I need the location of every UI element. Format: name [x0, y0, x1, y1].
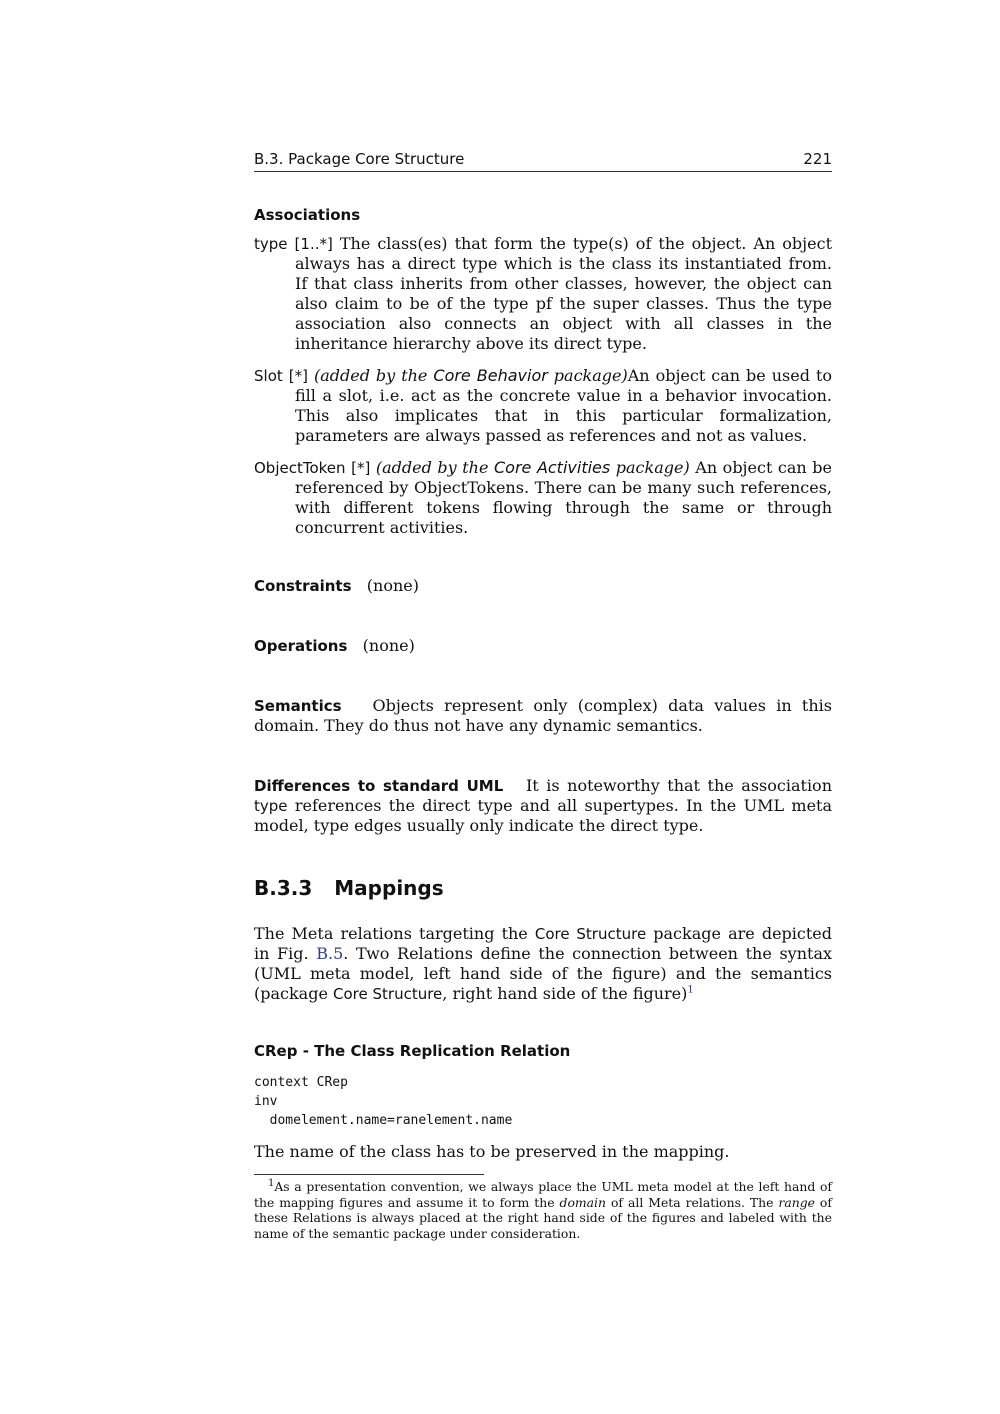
mappings-text: . Two Relations define the connection between the syntax (UML meta model, left hand side of the figure) and the semantics (package [254, 944, 833, 1003]
semantics-heading: Semantics [254, 697, 342, 715]
association-note [314, 366, 628, 385]
association-type [254, 234, 832, 354]
package-name: Core Structure [333, 985, 443, 1003]
differences-heading: Differences to standard UML [254, 777, 504, 795]
code-line: domelement.name=ranelement.name [254, 1113, 513, 1128]
footnote-reference-link[interactable]: 1 [687, 984, 694, 996]
constraints-heading: Constraints [254, 577, 352, 595]
operations-heading: Operations [254, 637, 348, 655]
note-package: Core Behavior [433, 366, 548, 385]
mappings-text: The Meta relations targeting the [254, 924, 535, 943]
footnote-mark: 1 [267, 1177, 275, 1189]
association-multiplicity: [*] [351, 459, 371, 477]
footnote [254, 1179, 832, 1241]
note-prefix: (added by the [313, 366, 434, 385]
association-text: An object can be used to fill a slot, i.e. act as the concrete value in a behavior invocation. This also implicates that in this particular formalization, parameters are always passed as references and not as values. [295, 366, 833, 445]
code-line: inv [254, 1094, 278, 1109]
association-slot [254, 366, 832, 446]
footnote-text: As a presentation convention, we always place the UML meta model at the left hand of the mapping figures and assume it to form the [254, 1179, 833, 1210]
note-suffix: package) [610, 458, 690, 477]
differences-term: type [254, 797, 288, 815]
footnote-text: of all Meta relations. The [606, 1194, 779, 1210]
page [254, 150, 832, 1241]
constraints-paragraph [254, 576, 832, 596]
differences-paragraph [254, 776, 832, 836]
package-name: Core Structure [534, 925, 647, 943]
association-term: Slot [254, 367, 283, 385]
crep-heading: CRep - The Class Replication Relation [254, 1042, 571, 1060]
footnote-emphasis: range [778, 1194, 815, 1210]
footnote-emphasis: domain [559, 1194, 606, 1210]
operations-paragraph [254, 636, 832, 656]
header-page-number: 221 [803, 150, 832, 168]
association-multiplicity: [*] [288, 367, 308, 385]
note-package: Core Activities [494, 458, 611, 477]
code-line: context CRep [254, 1075, 348, 1090]
differences-text-a: It is noteworthy that the association [525, 776, 832, 795]
constraints-text: (none) [366, 576, 419, 595]
mappings-text: , right hand side of the figure) [442, 984, 688, 1003]
footnote-text: of these Relations is always placed at the right hand side of the figures and labeled with the name of the semantic package under consideration. [254, 1194, 832, 1241]
differences-text-b: references the direct type and all supertypes. In the UML meta model, type edges usually only indicate the direct type. [254, 796, 832, 835]
mappings-text: package are depicted in Fig. [254, 924, 832, 963]
semantics-paragraph [254, 696, 832, 736]
association-multiplicity: [1..*] [294, 235, 333, 253]
mappings-paragraph [254, 924, 832, 1004]
section-title: Mappings [334, 876, 444, 900]
crep-paragraph: The name of the class has to be preserved in the mapping. [254, 1142, 730, 1161]
operations-text: (none) [362, 636, 415, 655]
association-term: type [254, 235, 288, 253]
associations-heading: Associations [254, 206, 361, 224]
footnote-rule [254, 1174, 484, 1175]
association-note [376, 458, 690, 477]
note-prefix: (added by the [375, 458, 494, 477]
section-number: B.3.3 [254, 876, 313, 900]
section-heading-mappings [254, 876, 832, 900]
semantics-text: Objects represent only (complex) data values in this domain. They do thus not have any dynamic semantics. [254, 696, 832, 735]
code-listing [254, 1073, 832, 1130]
header-section: B.3. Package Core Structure [254, 150, 465, 168]
association-text: An object can be referenced by ObjectTokens. There can be many such references, with different tokens flowing through the same or through concurrent activities. [295, 458, 832, 537]
running-header [254, 150, 832, 172]
association-text: The class(es) that form the type(s) of the object. An object always has a direct type which is the class its instantiated from. If that class inherits from other classes, however, the object can also claim to be of the type pf the super classes. Thus the type association also connects an object with all classes in the inheritance hierarchy above its direct type. [295, 234, 832, 353]
figure-reference-link[interactable]: B.5 [316, 944, 344, 963]
association-objecttoken [254, 458, 832, 538]
note-suffix: package) [547, 366, 628, 385]
association-term: ObjectToken [254, 459, 346, 477]
